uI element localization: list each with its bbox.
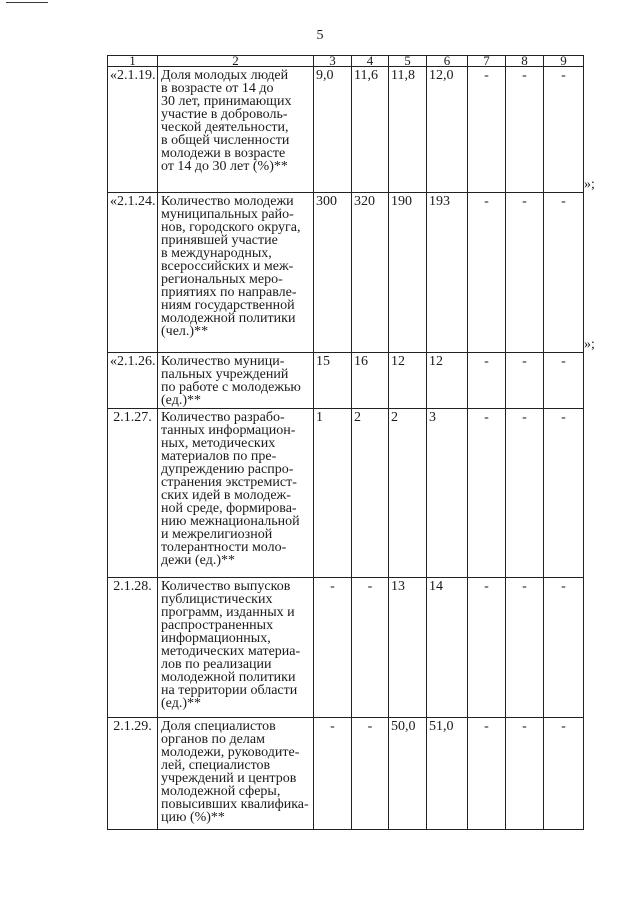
column-header: 8 [506, 56, 544, 67]
value-cell: 16 [352, 353, 389, 409]
closing-quote: »; [584, 176, 595, 192]
value-cell: 3 [427, 409, 468, 578]
description-line: молодежной политики [161, 670, 296, 685]
item-number: «2.1.19. [108, 67, 158, 193]
description-line: нов, городского округа, [161, 220, 301, 235]
description-line: учреждений и центров [161, 771, 297, 786]
value-cell: - [314, 578, 352, 718]
value-cell: - [544, 353, 584, 409]
description-line: региональных меро- [161, 272, 283, 287]
item-number: 2.1.27. [108, 409, 158, 578]
description-line: на территории области [161, 683, 298, 698]
value-cell: - [468, 409, 506, 578]
description-line: молодежной политики [161, 311, 296, 326]
column-header: 1 [108, 56, 158, 67]
description-line: Доля молодых людей [161, 68, 289, 83]
description-line: программ, изданных и [161, 605, 295, 620]
item-number: «2.1.26. [108, 353, 158, 409]
value-cell: - [506, 718, 544, 830]
description-line: участие в доброволь- [161, 107, 288, 122]
value-cell: 15 [314, 353, 352, 409]
item-number: 2.1.28. [108, 578, 158, 718]
value-cell: 9,0 [314, 67, 352, 193]
value-cell: 14 [427, 578, 468, 718]
description-line: Количество выпусков [161, 579, 291, 594]
description-line: повысивших квалифика- [161, 797, 309, 812]
description-line: лей, специалистов [161, 758, 271, 773]
value-cell: - [506, 578, 544, 718]
value-cell: - [544, 409, 584, 578]
description-line: распространенных [161, 618, 274, 633]
description-line: по работе с молодежью [161, 380, 301, 395]
description-line: в общей численности [161, 133, 290, 148]
column-header: 5 [389, 56, 427, 67]
description-line: принявшей участие [161, 233, 278, 248]
value-cell: 300 [314, 193, 352, 353]
description-line: методических материа- [161, 644, 301, 659]
value-cell: - [468, 353, 506, 409]
column-header: 7 [468, 56, 506, 67]
description-line: (ед.)** [161, 393, 201, 408]
value-cell: - [506, 193, 544, 353]
column-header: 9 [544, 56, 584, 67]
description-line: муниципальных райо- [161, 207, 294, 222]
description-line: Количество молодежи [161, 194, 294, 209]
description-line: (ед.)** [161, 696, 201, 711]
description-line: ниям государственной [161, 298, 295, 313]
description-line: всероссийских и меж- [161, 259, 294, 274]
description-line: Доля специалистов [161, 719, 276, 734]
description-line: ских идей в молодеж- [161, 488, 291, 503]
value-cell: - [468, 67, 506, 193]
description-line: ческой деятельности, [161, 120, 289, 135]
value-cell: 12,0 [427, 67, 468, 193]
value-cell: 11,6 [352, 67, 389, 193]
description-line: в возрасте от 14 до [161, 81, 274, 96]
description-line: публицистических [161, 592, 273, 607]
description-line: молодежной сферы, [161, 784, 281, 799]
description-line: толерантности моло- [161, 540, 287, 555]
header-row [108, 56, 584, 67]
value-cell: 2 [389, 409, 427, 578]
value-cell: 12 [427, 353, 468, 409]
description-line: лов по реализации [161, 657, 272, 672]
description-line: и межрелигиозной [161, 527, 273, 542]
description-line: Количество муници- [161, 354, 285, 369]
value-cell: - [468, 193, 506, 353]
description-line: нию межнациональной [161, 514, 300, 529]
column-header: 2 [158, 56, 314, 67]
column-header: 4 [352, 56, 389, 67]
indicators-table [107, 55, 584, 830]
description-line: материалов по пре- [161, 449, 277, 464]
description-line: молодежи, руководите- [161, 745, 300, 760]
value-cell: - [352, 718, 389, 830]
table-row [108, 193, 584, 353]
description-line: органов по делам [161, 732, 265, 747]
indicator-description [158, 193, 314, 353]
description-line: танных информацион- [161, 423, 296, 438]
description-line: пальных учреждений [161, 367, 289, 382]
value-cell: - [506, 409, 544, 578]
description-line: Количество разрабо- [161, 410, 285, 425]
value-cell: - [352, 578, 389, 718]
description-line: информационных, [161, 631, 271, 646]
indicator-description [158, 578, 314, 718]
item-number: 2.1.29. [108, 718, 158, 830]
description-line: ных, методических [161, 436, 276, 451]
value-cell: 320 [352, 193, 389, 353]
value-cell: - [544, 193, 584, 353]
value-cell: 13 [389, 578, 427, 718]
value-cell: - [468, 578, 506, 718]
description-line: приятиях по направле- [161, 285, 297, 300]
description-line: цию (%)** [161, 810, 225, 825]
top-margin-line [6, 2, 48, 3]
table-row [108, 353, 584, 409]
value-cell: - [544, 718, 584, 830]
indicator-description [158, 67, 314, 193]
description-line: дупреждению распро- [161, 462, 294, 477]
description-line: странения экстремист- [161, 475, 297, 490]
value-cell: 12 [389, 353, 427, 409]
closing-quote: »; [584, 336, 595, 352]
description-line: в международных, [161, 246, 272, 261]
value-cell: 50,0 [389, 718, 427, 830]
column-header: 3 [314, 56, 352, 67]
description-line: 30 лет, принимающих [161, 94, 292, 109]
value-cell: 2 [352, 409, 389, 578]
value-cell: 193 [427, 193, 468, 353]
value-cell: 51,0 [427, 718, 468, 830]
item-number: «2.1.24. [108, 193, 158, 353]
value-cell: - [544, 578, 584, 718]
indicator-description [158, 353, 314, 409]
description-line: молодежи в возрасте [161, 146, 286, 161]
description-line: ной среде, формирова- [161, 501, 297, 516]
value-cell: 1 [314, 409, 352, 578]
description-line: дежи (ед.)** [161, 553, 235, 568]
value-cell: - [468, 718, 506, 830]
table-row [108, 67, 584, 193]
column-header: 6 [427, 56, 468, 67]
value-cell: - [506, 67, 544, 193]
indicator-description [158, 718, 314, 830]
indicator-description [158, 409, 314, 578]
value-cell: - [506, 353, 544, 409]
table-row [108, 409, 584, 578]
table-row [108, 718, 584, 830]
value-cell: 11,8 [389, 67, 427, 193]
description-line: от 14 до 30 лет (%)** [161, 159, 288, 174]
value-cell: - [544, 67, 584, 193]
value-cell: - [314, 718, 352, 830]
value-cell: 190 [389, 193, 427, 353]
table-row [108, 578, 584, 718]
page-number: 5 [316, 28, 324, 43]
description-line: (чел.)** [161, 324, 209, 339]
